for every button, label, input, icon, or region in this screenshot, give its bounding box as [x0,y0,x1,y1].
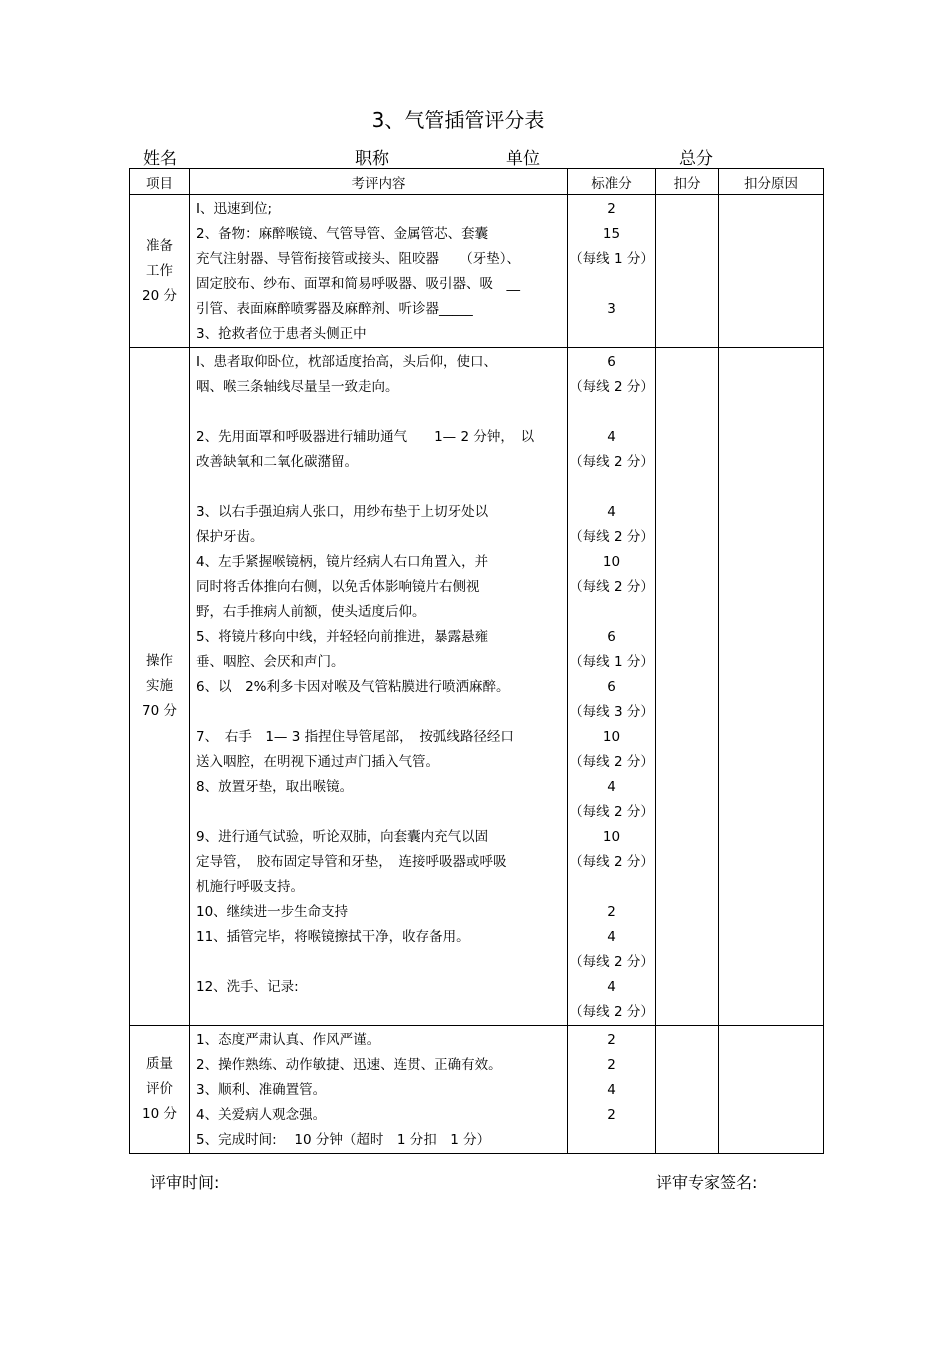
score-line: 4 [607,779,616,795]
total-score-label: 总分 [679,149,713,169]
name-label: 姓名 [143,149,177,169]
content-line: 3、抢救者位于患者头侧正中 [196,326,367,342]
score-line [568,475,655,500]
score-line: 6 [607,679,616,695]
section-label-line: 质量 [146,1056,173,1072]
section-label-line: 准备 [146,237,173,254]
score-line: 2 [607,1057,616,1073]
score-line: 10 [602,554,621,570]
deduction-cell [656,1026,719,1154]
content-line: 送入咽腔，在明视下通过声门插入气管。 [196,754,439,770]
content-line [196,475,567,500]
content-line: 咽、喉三条轴线尽量呈一致走向。 [196,379,399,395]
score-line: 2 [607,201,616,217]
section-label-line: 20 分 [142,287,177,304]
standard-score [568,348,656,1026]
score-line: 4 [607,504,616,520]
score-line: （每线 2 分） [569,954,654,970]
score-line [568,1128,655,1153]
content-line: 2、备物：麻醉喉镜、气管导管、金属管芯、套囊 [196,226,489,242]
content-line: 同时将舌体推向右侧，以免舌体影响镜片右侧视 [196,579,480,595]
content-line: 3、以右手强迫病人张口，用纱布垫于上切牙处以 [196,504,489,520]
score-line: 10 [602,729,621,745]
deduction-cell [656,348,719,1026]
column-header-content: 考评内容 [190,169,568,195]
content-line: I、患者取仰卧位，枕部适度抬高，头后仰，使口、 [196,354,497,370]
table-section-row [130,195,824,348]
content-line: 8、放置牙垫，取出喉镜。 [196,779,354,795]
score-line [568,322,655,347]
score-line: 2 [607,904,616,920]
score-line: 4 [607,979,616,995]
score-line: 6 [607,629,616,645]
deduction-reason-cell [719,1026,824,1154]
score-line: 2 [607,1107,616,1123]
standard-score [568,195,656,348]
content-line: 固定胶布、纱布、面罩和简易呼吸器、吸引器、吸 __ [196,276,520,292]
table-section-row [130,1026,824,1154]
content-line: 6、以 2%利多卡因对喉及气管粘膜进行喷洒麻醉。 [196,679,510,695]
column-header-standard-score: 标准分 [568,169,656,195]
content-line: 10、继续进一步生命支持 [196,904,349,920]
evaluation-content [190,1026,568,1154]
score-line: 2 [607,1032,616,1048]
deduction-reason-cell [719,348,824,1026]
unit-label: 单位 [506,149,540,169]
content-line [196,800,567,825]
section-label-line: 工作 [146,262,173,279]
content-line [196,950,567,975]
section-label-line: 实施 [146,678,173,694]
score-line: （每线 2 分） [569,1004,654,1020]
score-line: 4 [607,1082,616,1098]
content-line: I、迅速到位; [196,201,273,217]
content-line: 保护牙齿。 [196,529,264,545]
content-line: 引管、表面麻醉喷雾器及麻醉剂、听诊器_____ [196,301,473,317]
content-line: 7、 右手 1— 3 指捏住导管尾部， 按弧线路径经口 [196,729,514,745]
content-line: 机施行呼吸支持。 [196,879,304,895]
content-line: 定导管， 胶布固定导管和牙垫， 连接呼吸器或呼吸 [196,854,507,870]
score-line: 15 [602,226,621,242]
score-line: （每线 2 分） [569,754,654,770]
section-label [130,195,190,348]
content-line: 充气注射器、导管衔接管或接头、阻咬器 （牙垫）、 [196,251,520,267]
review-time-label: 评审时间: [150,1173,220,1192]
score-line: （每线 2 分） [569,579,654,595]
job-title-label: 职称 [355,149,389,169]
content-line: 5、将镜片移向中线，并轻轻向前推进，暴露悬雍 [196,629,489,645]
content-line: 9、进行通气试验，听论双肺，向套囊内充气以固 [196,829,489,845]
column-header-item: 项目 [130,169,190,195]
score-line: （每线 3 分） [569,704,654,720]
score-line: （每线 2 分） [569,454,654,470]
score-line: 10 [602,829,621,845]
column-header-deduction: 扣分 [656,169,719,195]
content-line: 2、先用面罩和呼吸器进行辅助通气 1— 2 分钟， 以 [196,429,535,445]
content-line: 5、完成时间: 10 分钟（超时 1 分扣 1 分） [196,1132,491,1148]
table-header-row [130,169,824,195]
content-line [196,700,567,725]
section-label [130,348,190,1026]
score-line [568,272,655,297]
score-line: （每线 2 分） [569,854,654,870]
section-label-line: 70 分 [142,703,177,719]
content-line: 4、左手紧握喉镜柄，镜片经病人右口角置入，并 [196,554,489,570]
content-line [196,400,567,425]
table-section-row [130,348,824,1026]
score-line [568,400,655,425]
scoring-table [129,168,824,1154]
content-line: 4、关爱病人观念强。 [196,1107,327,1123]
section-label-line: 操作 [146,653,173,669]
content-line: 2、操作熟练、动作敏捷、迅速、连贯、正确有效。 [196,1057,502,1073]
score-line: （每线 2 分） [569,529,654,545]
content-line: 12、洗手、记录: [196,979,299,995]
section-label [130,1026,190,1154]
evaluation-content [190,348,568,1026]
standard-score [568,1026,656,1154]
content-line: 11、插管完毕，将喉镜擦拭干净，收存备用。 [196,929,470,945]
content-line: 野，右手推病人前额，使头适度后仰。 [196,604,426,620]
deduction-cell [656,195,719,348]
score-line: （每线 1 分） [569,654,654,670]
page-title: 3、气管插管评分表 [371,108,545,132]
score-line: （每线 2 分） [569,379,654,395]
section-label-line: 评价 [146,1081,173,1097]
section-label-line: 10 分 [142,1106,177,1122]
deduction-reason-cell [719,195,824,348]
score-line: 4 [607,429,616,445]
content-line: 1、态度严肃认真、作风严谨。 [196,1032,381,1048]
evaluation-content [190,195,568,348]
column-header-deduction-reason: 扣分原因 [719,169,824,195]
score-line: （每线 2 分） [569,804,654,820]
expert-signature-label: 评审专家签名: [656,1173,758,1192]
score-line: （每线 1 分） [569,251,654,267]
content-line: 垂、咽腔、会厌和声门。 [196,654,345,670]
score-line [568,875,655,900]
score-line: 6 [607,354,616,370]
score-line: 4 [607,929,616,945]
score-line: 3 [607,301,616,317]
content-line: 3、顺利、准确置管。 [196,1082,327,1098]
score-line [568,600,655,625]
content-line: 改善缺氧和二氧化碳潴留。 [196,454,358,470]
